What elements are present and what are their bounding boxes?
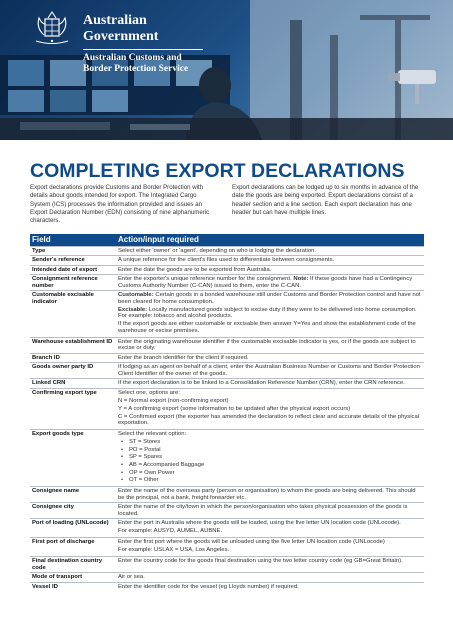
goods-type-list [118, 439, 422, 484]
field-action [116, 538, 424, 557]
field-action [116, 430, 424, 487]
field-action: Enter the name of the overseas party (person or organisation) to whom the goods are being delivered. This should be the principal, not a bank, freight forwarder etc. [116, 487, 424, 503]
field-name: Consignment reference number [30, 275, 116, 291]
agency-name-line-2: Border Protection Service [83, 64, 189, 74]
field-name: First port of discharge [30, 538, 116, 557]
table-row [30, 573, 424, 583]
table-row [30, 503, 424, 519]
action-text: Enter the first port where the goods will be unloaded using the five letter UN location code (UNLocode) [118, 539, 385, 546]
list-item: • OT = Other [121, 477, 159, 484]
table-row [30, 246, 424, 256]
field-name: Customable excisable indicator [30, 291, 116, 338]
list-item: • AB = Accompanied Baggage [121, 462, 205, 469]
field-name: Mode of transport [30, 573, 116, 583]
table-row [30, 379, 424, 389]
field-name: Final destination country code [30, 557, 116, 573]
field-name: Consignee name [30, 487, 116, 503]
options-intro: Select one, options are: [118, 389, 180, 396]
table-row [30, 337, 424, 353]
export-fields-table [30, 234, 424, 591]
field-name: Sender's reference [30, 256, 116, 266]
bullet-icon: • [121, 439, 124, 445]
government-logo-text [83, 13, 283, 75]
government-title: Australian Government [83, 13, 203, 50]
field-action [116, 388, 424, 430]
field-name: Consignee city [30, 503, 116, 519]
option-y: Y = A confirming export (some information to be updated after the physical export occurs) [118, 405, 351, 412]
field-action: Enter the country code for the goods final destination using the two letter country code (eg GB=Great Britain). [116, 557, 424, 573]
customable-paragraph [118, 292, 422, 305]
table-row [30, 519, 424, 538]
excisable-text: Locally manufactured goods subject to excise duty if they were to be delivered into home consumption. For example: tobacco and alcohol products. [118, 306, 417, 319]
field-action: Enter the originating warehouse identifier if the customable excisable indicator is yes, or if the goods are subject to excise or duty. [116, 337, 424, 353]
field-action: Select either 'owner' or 'agent', depending on who is lodging the declaration. [116, 246, 424, 256]
table-row [30, 430, 424, 487]
either-paragraph: If the export goods are either customable or excisable then answer Y=Yes and show the establishment code of the warehouse or excise premises. [118, 321, 416, 334]
table-row [30, 275, 424, 291]
field-name: Vessel ID [30, 582, 116, 591]
list-item: • ST = Stores [121, 439, 161, 445]
coat-of-arms-icon [30, 10, 74, 48]
field-action: Enter the branch identifier for the client if required. [116, 353, 424, 363]
bullet-icon: • [121, 469, 124, 476]
table-row [30, 388, 424, 430]
table-row [30, 487, 424, 503]
field-action: Air or sea. [116, 573, 424, 583]
options-intro: Select the relevant option: [118, 431, 187, 437]
table-row [30, 256, 424, 266]
column-header-action: Action/input required [116, 234, 424, 246]
note-text: If these goods have had a Contingency Customs Authority Number (C-CAN) issued to them, enter the C-CAN. [118, 276, 413, 289]
field-action: A unique reference for the client's files used to differentiate between consignments. [116, 256, 424, 266]
list-item: • PO = Postal [121, 446, 161, 453]
table-row [30, 538, 424, 557]
intro-paragraph-right: Export declarations can be lodged up to six months in advance of the date the goods are being exported. Export declarations consist of a header section and a line section. Each export declaration has one header but can have multiple lines. [232, 184, 419, 216]
intro-paragraph-left: Export declarations provide Customs and Border Protection with details about goods intended for export. The Integrated Cargo System (ICS) processes the information provided and issues an Export Declaration Number (EDN) consisting of nine alphanumeric characters. [30, 184, 210, 225]
column-header-field: Field [30, 234, 116, 246]
field-name: Export goods type [30, 430, 116, 487]
list-item: • SP = Spares [121, 454, 163, 461]
field-name: Warehouse establishment ID [30, 337, 116, 353]
example-text: For example: USLAX = USA, Los Angeles. [118, 547, 230, 554]
list-item: • OP = Own Power [121, 469, 175, 476]
page-title: COMPLETING EXPORT DECLARATIONS [30, 160, 405, 182]
table-header-row [30, 234, 424, 246]
field-action: Enter the name of the city/town in which the person/organisation who takes physical possession of the goods is located. [116, 503, 424, 519]
table-row [30, 353, 424, 363]
table-row [30, 363, 424, 379]
excisable-paragraph [118, 307, 422, 320]
field-name: Type [30, 246, 116, 256]
field-name: Linked CRN [30, 379, 116, 389]
table-row [30, 582, 424, 591]
table-row [30, 265, 424, 275]
bullet-icon: • [121, 462, 124, 469]
option-c: C = Confirmed export (the exporter has amended the declaration to reflect clear and accurate details of the physical exportation. [118, 413, 420, 426]
note-label: Note: [293, 276, 309, 282]
field-name: Goods owner party ID [30, 363, 116, 379]
bullet-icon: • [121, 477, 124, 484]
header-banner [0, 0, 453, 140]
table-row [30, 291, 424, 338]
customable-label: Customable: [118, 292, 154, 298]
field-name: Branch ID [30, 353, 116, 363]
example-text: For example: AUSYD, AUMEL, AUBNE. [118, 528, 223, 535]
field-action: If the export declaration is to be linked to a Consolidation Reference Number (CRN), enter the CRN reference. [116, 379, 424, 389]
agency-name-line-1: Australian Customs and [83, 53, 182, 63]
field-action: Enter the identifier code for the vessel (eg Lloyds number) if required. [116, 582, 424, 591]
bullet-icon: • [121, 454, 124, 461]
field-name: Confirming export type [30, 388, 116, 430]
field-action: Enter the date the goods are to be exported from Australia. [116, 265, 424, 275]
field-action [116, 519, 424, 538]
field-action [116, 275, 424, 291]
field-action: If lodging as an agent on behalf of a client, enter the Australian Business Number or Customs and Border Protection Client Identifier of the owner of the goods. [116, 363, 424, 379]
action-text: Enter the exporter's unique reference number for the consignment. [118, 276, 292, 282]
excisable-label: Excisable: [118, 306, 148, 313]
option-n: N = Normal export (non-confirming export) [118, 397, 229, 404]
table-row [30, 557, 424, 573]
field-name: Port of loading (UNLocode) [30, 519, 116, 538]
field-action [116, 291, 424, 338]
field-name: Intended date of export [30, 265, 116, 275]
customable-text: Certain goods in a bonded warehouse still under Customs and Border Protection control and have not been cleared for home consumption. [118, 292, 421, 305]
bullet-icon: • [121, 446, 124, 453]
action-text: Enter the port in Australia where the goods will be loaded, using the five letter UN location code (UNLocode). [118, 520, 401, 527]
